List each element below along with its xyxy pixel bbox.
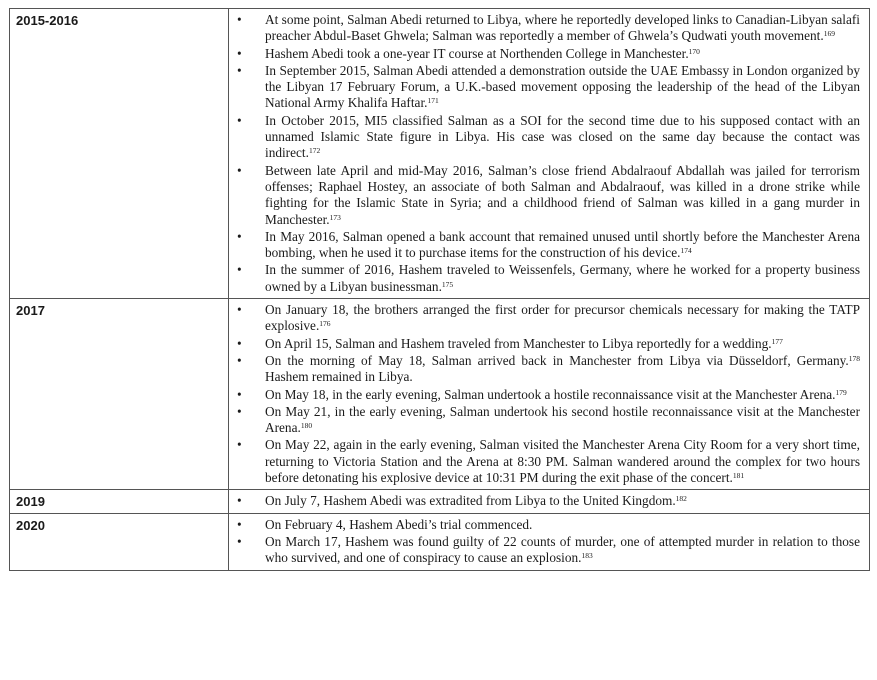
- event-text: In October 2015, MI5 classified Salman as a SOI for the second time due to his supposed contact with an unnamed Islamic State figure in Libya. His case was closed on the same day because the contact was indirect.: [265, 112, 860, 161]
- event-list: [229, 493, 860, 509]
- event-list: [229, 302, 860, 486]
- event-text: On the morning of May 18, Salman arrived back in Manchester from Libya via Düsseldorf, Germany.: [265, 352, 849, 368]
- bullet-icon: •: [237, 12, 242, 27]
- list-item: [229, 163, 860, 228]
- event-text: On February 4, Hashem Abedi’s trial commenced.: [265, 516, 533, 532]
- list-item: [229, 336, 860, 352]
- footnote-ref: 183: [581, 551, 593, 561]
- footnote-ref: 182: [675, 494, 687, 504]
- footnote-ref: 170: [688, 46, 700, 56]
- bullet-icon: •: [237, 335, 242, 351]
- list-item: [229, 493, 860, 509]
- event-text-tail: Hashem remained in Libya.: [265, 369, 413, 385]
- table-row: [10, 299, 870, 490]
- footnote-ref: 178: [848, 353, 860, 363]
- footnote-ref: 173: [329, 212, 341, 222]
- list-item: [229, 517, 860, 533]
- footnote-ref: 176: [319, 319, 331, 329]
- bullet-icon: •: [237, 45, 242, 61]
- list-item: [229, 437, 860, 486]
- event-text: On January 18, the brothers arranged the first order for precursor chemicals necessary for making the TATP explosive.: [265, 302, 860, 334]
- event-text: Hashem Abedi took a one-year IT course at Northenden College in Manchester.: [265, 45, 689, 61]
- year-cell: 2017: [10, 299, 229, 490]
- footnote-ref: 180: [300, 421, 313, 431]
- table-row: [10, 513, 870, 570]
- bullet-icon: •: [237, 302, 242, 318]
- event-text: On July 7, Hashem Abedi was extradited from Libya to the United Kingdom.: [265, 493, 676, 509]
- bullet-icon: •: [237, 403, 242, 419]
- footnote-ref: 181: [732, 471, 745, 481]
- footnote-ref: 174: [680, 246, 692, 256]
- events-cell: [229, 513, 870, 570]
- list-item: [229, 12, 860, 45]
- list-item: [229, 534, 860, 567]
- bullet-icon: •: [237, 493, 242, 509]
- footnote-ref: 177: [771, 336, 783, 346]
- event-text: Between late April and mid-May 2016, Salman’s close friend Abdalraouf Abdallah was jailed for terrorism offenses; Raphael Hostey, an associate of both Salman and Abdalraouf, was killed in a drone strike while fighting for the Islamic State in Syria; and a childhood friend of Salman was killed in a gang murder in Manchester.: [265, 162, 860, 227]
- event-list: [229, 517, 860, 567]
- list-item: [229, 404, 860, 437]
- timeline-table-body: [10, 9, 870, 571]
- event-text: On March 17, Hashem was found guilty of 22 counts of murder, one of attempted murder in relation to those who survived, and one of conspiracy to cause an explosion.: [265, 533, 860, 566]
- bullet-icon: •: [237, 228, 242, 244]
- event-text: At some point, Salman Abedi returned to Libya, where he reportedly developed links to Canadian-Libyan salafi preacher Abdul-Baset Ghwela; Salman was reportedly a member of Ghwela’s Qudwati youth movement.: [265, 12, 860, 44]
- year-cell: 2019: [10, 490, 229, 513]
- footnote-ref: 171: [427, 96, 439, 106]
- event-text: In September 2015, Salman Abedi attended a demonstration outside the UAE Embassy in London organized by the Libyan 17 February Forum, a U.K.-based movement opposing the leadership of the head of the Libyan National Army Khalifa Haftar.: [265, 62, 860, 111]
- footnote-ref: 179: [835, 387, 847, 397]
- list-item: [229, 262, 860, 295]
- list-item: [229, 302, 860, 335]
- list-item: [229, 353, 860, 386]
- event-list: [229, 12, 860, 295]
- bullet-icon: •: [237, 62, 242, 78]
- event-text: In May 2016, Salman opened a bank account that remained unused until shortly before the Manchester Arena bombing, when he used it to purchase items for the construction of his device.: [265, 228, 860, 261]
- event-text: On May 18, in the early evening, Salman undertook a hostile reconnaissance visit at the Manchester Arena.: [265, 386, 836, 402]
- list-item: [229, 387, 860, 403]
- bullet-icon: •: [237, 533, 242, 549]
- event-text: On May 21, in the early evening, Salman undertook his second hostile reconnaissance visit at the Manchester Arena.: [265, 403, 860, 436]
- list-item: [229, 229, 860, 262]
- list-item: [229, 113, 860, 162]
- bullet-icon: •: [237, 112, 242, 128]
- bullet-icon: •: [237, 437, 242, 453]
- table-row: [10, 9, 870, 299]
- event-text: On May 22, again in the early evening, Salman visited the Manchester Arena City Room for a very short time, returning to Victoria Station and the Arena at 8:30 PM. Salman wandered around the complex for two hours before detonating his explosive device at 10:31 PM during the exit phase of the concert.: [265, 437, 860, 486]
- footnote-ref: 169: [823, 29, 835, 39]
- bullet-icon: •: [237, 386, 242, 402]
- event-text: On April 15, Salman and Hashem traveled from Manchester to Libya reportedly for a wedding.: [265, 335, 772, 351]
- footnote-ref: 175: [441, 279, 454, 289]
- table-row: [10, 490, 870, 513]
- bullet-icon: •: [237, 516, 242, 532]
- events-cell: [229, 9, 870, 299]
- events-cell: [229, 299, 870, 490]
- bullet-icon: •: [237, 262, 242, 278]
- bullet-icon: •: [237, 162, 242, 178]
- event-text: In the summer of 2016, Hashem traveled to Weissenfels, Germany, where he worked for a property business owned by a Libyan businessman.: [265, 262, 860, 294]
- events-cell: [229, 490, 870, 513]
- bullet-icon: •: [237, 352, 242, 368]
- list-item: [229, 63, 860, 112]
- year-cell: 2015-2016: [10, 9, 229, 299]
- list-item: [229, 46, 860, 62]
- footnote-ref: 172: [308, 146, 321, 156]
- timeline-table: [9, 8, 870, 571]
- year-cell: 2020: [10, 513, 229, 570]
